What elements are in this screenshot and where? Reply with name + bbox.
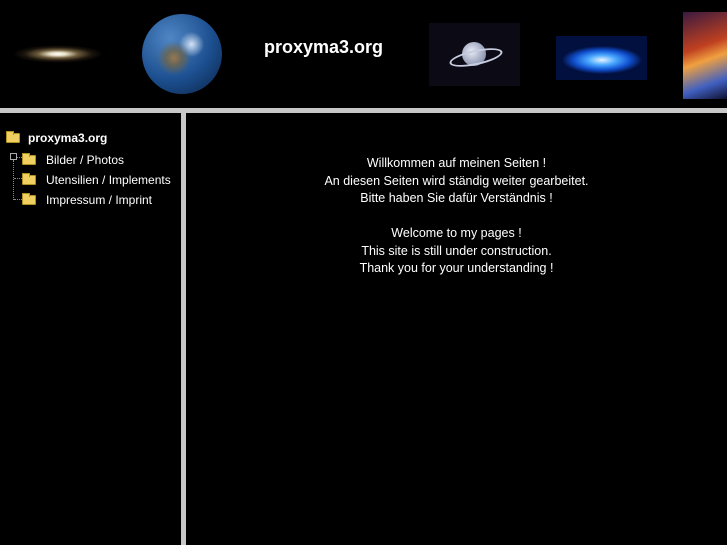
galaxy-image	[12, 30, 102, 80]
message-line: Bitte haben Sie dafür Verständnis !	[360, 191, 553, 205]
message-line: Thank you for your understanding !	[359, 261, 554, 275]
sidebar-tree	[0, 113, 181, 545]
tree-connector-line	[14, 199, 22, 200]
tree-connector-line	[14, 178, 22, 179]
message-line: Willkommen auf meinen Seiten !	[366, 156, 547, 170]
folder-icon	[22, 155, 36, 165]
header-banner	[0, 0, 727, 108]
tree-root[interactable]	[6, 131, 107, 145]
main-content	[186, 113, 727, 545]
folder-icon	[22, 195, 36, 205]
sidebar-item-label: Bilder / Photos	[46, 153, 125, 167]
tree-connector-line	[13, 160, 14, 200]
sidebar-item-label: Utensilien / Implements	[46, 173, 171, 187]
earth-image	[142, 14, 222, 94]
nebula-image	[683, 12, 727, 99]
tree-root-label: proxyma3.org	[28, 131, 108, 145]
site-title: proxyma3.org	[264, 37, 384, 57]
message-line: Welcome to my pages !	[391, 226, 522, 240]
message-line: This site is still under construction.	[361, 243, 552, 258]
open-folder-icon	[6, 133, 20, 143]
sidebar-item-label: Impressum / Imprint	[46, 193, 153, 207]
message-line: An diesen Seiten wird ständig weiter gearbeitet.	[324, 173, 589, 188]
sidebar-item-implements[interactable]	[22, 173, 171, 187]
expand-toggle-icon[interactable]	[10, 153, 17, 160]
sidebar-item-imprint[interactable]	[22, 193, 152, 207]
sidebar-item-photos[interactable]	[22, 153, 124, 167]
folder-icon	[22, 175, 36, 185]
english-message	[186, 225, 727, 278]
aurora-image	[556, 36, 647, 80]
german-message	[186, 155, 727, 208]
saturn-image	[429, 23, 520, 86]
